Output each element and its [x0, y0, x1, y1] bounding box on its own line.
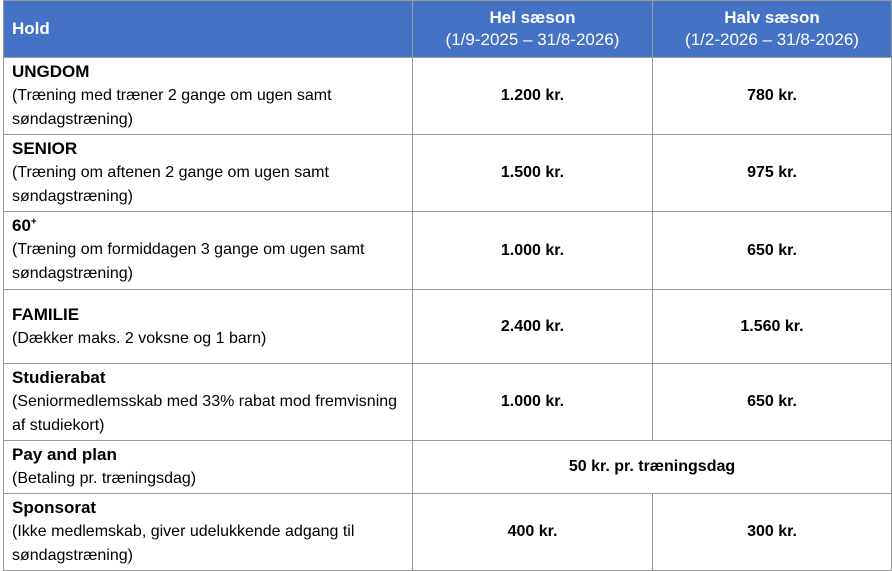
price-full-season: 2.400 kr.	[413, 290, 653, 364]
team-name: Pay and plan	[12, 445, 117, 464]
price-half-season: 780 kr.	[653, 58, 892, 135]
team-cell	[4, 290, 413, 364]
team-cell	[4, 58, 413, 135]
team-name: Sponsorat	[12, 498, 97, 517]
team-cell	[4, 135, 413, 212]
header-half-season	[653, 1, 892, 58]
table-row-sponsorat	[4, 494, 892, 571]
price-full-season: 1.000 kr.	[413, 364, 653, 441]
team-description: (Ikke medlemskab, giver udelukkende adgang til søndagstræning)	[12, 523, 355, 564]
table-row-senior	[4, 135, 892, 212]
header-full-season	[413, 1, 653, 58]
table-row-pay-and-plan	[4, 441, 892, 494]
price-half-season: 300 kr.	[653, 494, 892, 571]
price-per-training-day: 50 kr. pr. træningsdag	[413, 441, 892, 494]
header-hold: Hold	[4, 1, 413, 58]
table-header-row	[4, 1, 892, 58]
table-row-studierabat	[4, 364, 892, 441]
membership-price-table	[3, 0, 892, 571]
team-name: UNGDOM	[12, 62, 90, 81]
table-row-familie	[4, 290, 892, 364]
price-full-season: 1.500 kr.	[413, 135, 653, 212]
price-full-season: 400 kr.	[413, 494, 653, 571]
team-name: FAMILIE	[12, 304, 80, 324]
team-description: (Træning om formiddagen 3 gange om ugen samt søndagstræning)	[12, 241, 365, 282]
team-name: SENIOR	[12, 139, 78, 158]
team-cell	[4, 441, 413, 494]
header-full-season-title: Hel sæson	[489, 8, 576, 27]
team-cell	[4, 212, 413, 290]
team-name-superscript: +	[30, 216, 37, 228]
team-description: (Træning om aftenen 2 gange om ugen samt søndagstræning)	[12, 164, 329, 205]
price-full-season: 1.200 kr.	[413, 58, 653, 135]
team-name	[12, 214, 404, 238]
team-description: (Dækker maks. 2 voksne og 1 barn)	[12, 329, 267, 347]
team-description: (Træning med træner 2 gange om ugen samt søndagstræning)	[12, 87, 332, 128]
header-half-season-title: Halv sæson	[724, 8, 820, 27]
team-description: (Betaling pr. træningsdag)	[12, 470, 197, 487]
header-half-season-range: (1/2-2026 – 31/8-2026)	[685, 30, 859, 49]
team-name-text: 60	[12, 216, 31, 235]
price-half-season: 975 kr.	[653, 135, 892, 212]
table-row-60plus	[4, 212, 892, 290]
price-full-season: 1.000 kr.	[413, 212, 653, 290]
team-description: (Seniormedlemsskab med 33% rabat mod fremvisning af studiekort)	[12, 393, 398, 434]
price-half-season: 1.560 kr.	[653, 290, 892, 364]
price-half-season: 650 kr.	[653, 212, 892, 290]
team-cell	[4, 364, 413, 441]
header-full-season-range: (1/9-2025 – 31/8-2026)	[445, 30, 620, 49]
team-name: Studierabat	[12, 368, 106, 387]
team-cell	[4, 494, 413, 571]
table-row-ungdom	[4, 58, 892, 135]
price-half-season: 650 kr.	[653, 364, 892, 441]
